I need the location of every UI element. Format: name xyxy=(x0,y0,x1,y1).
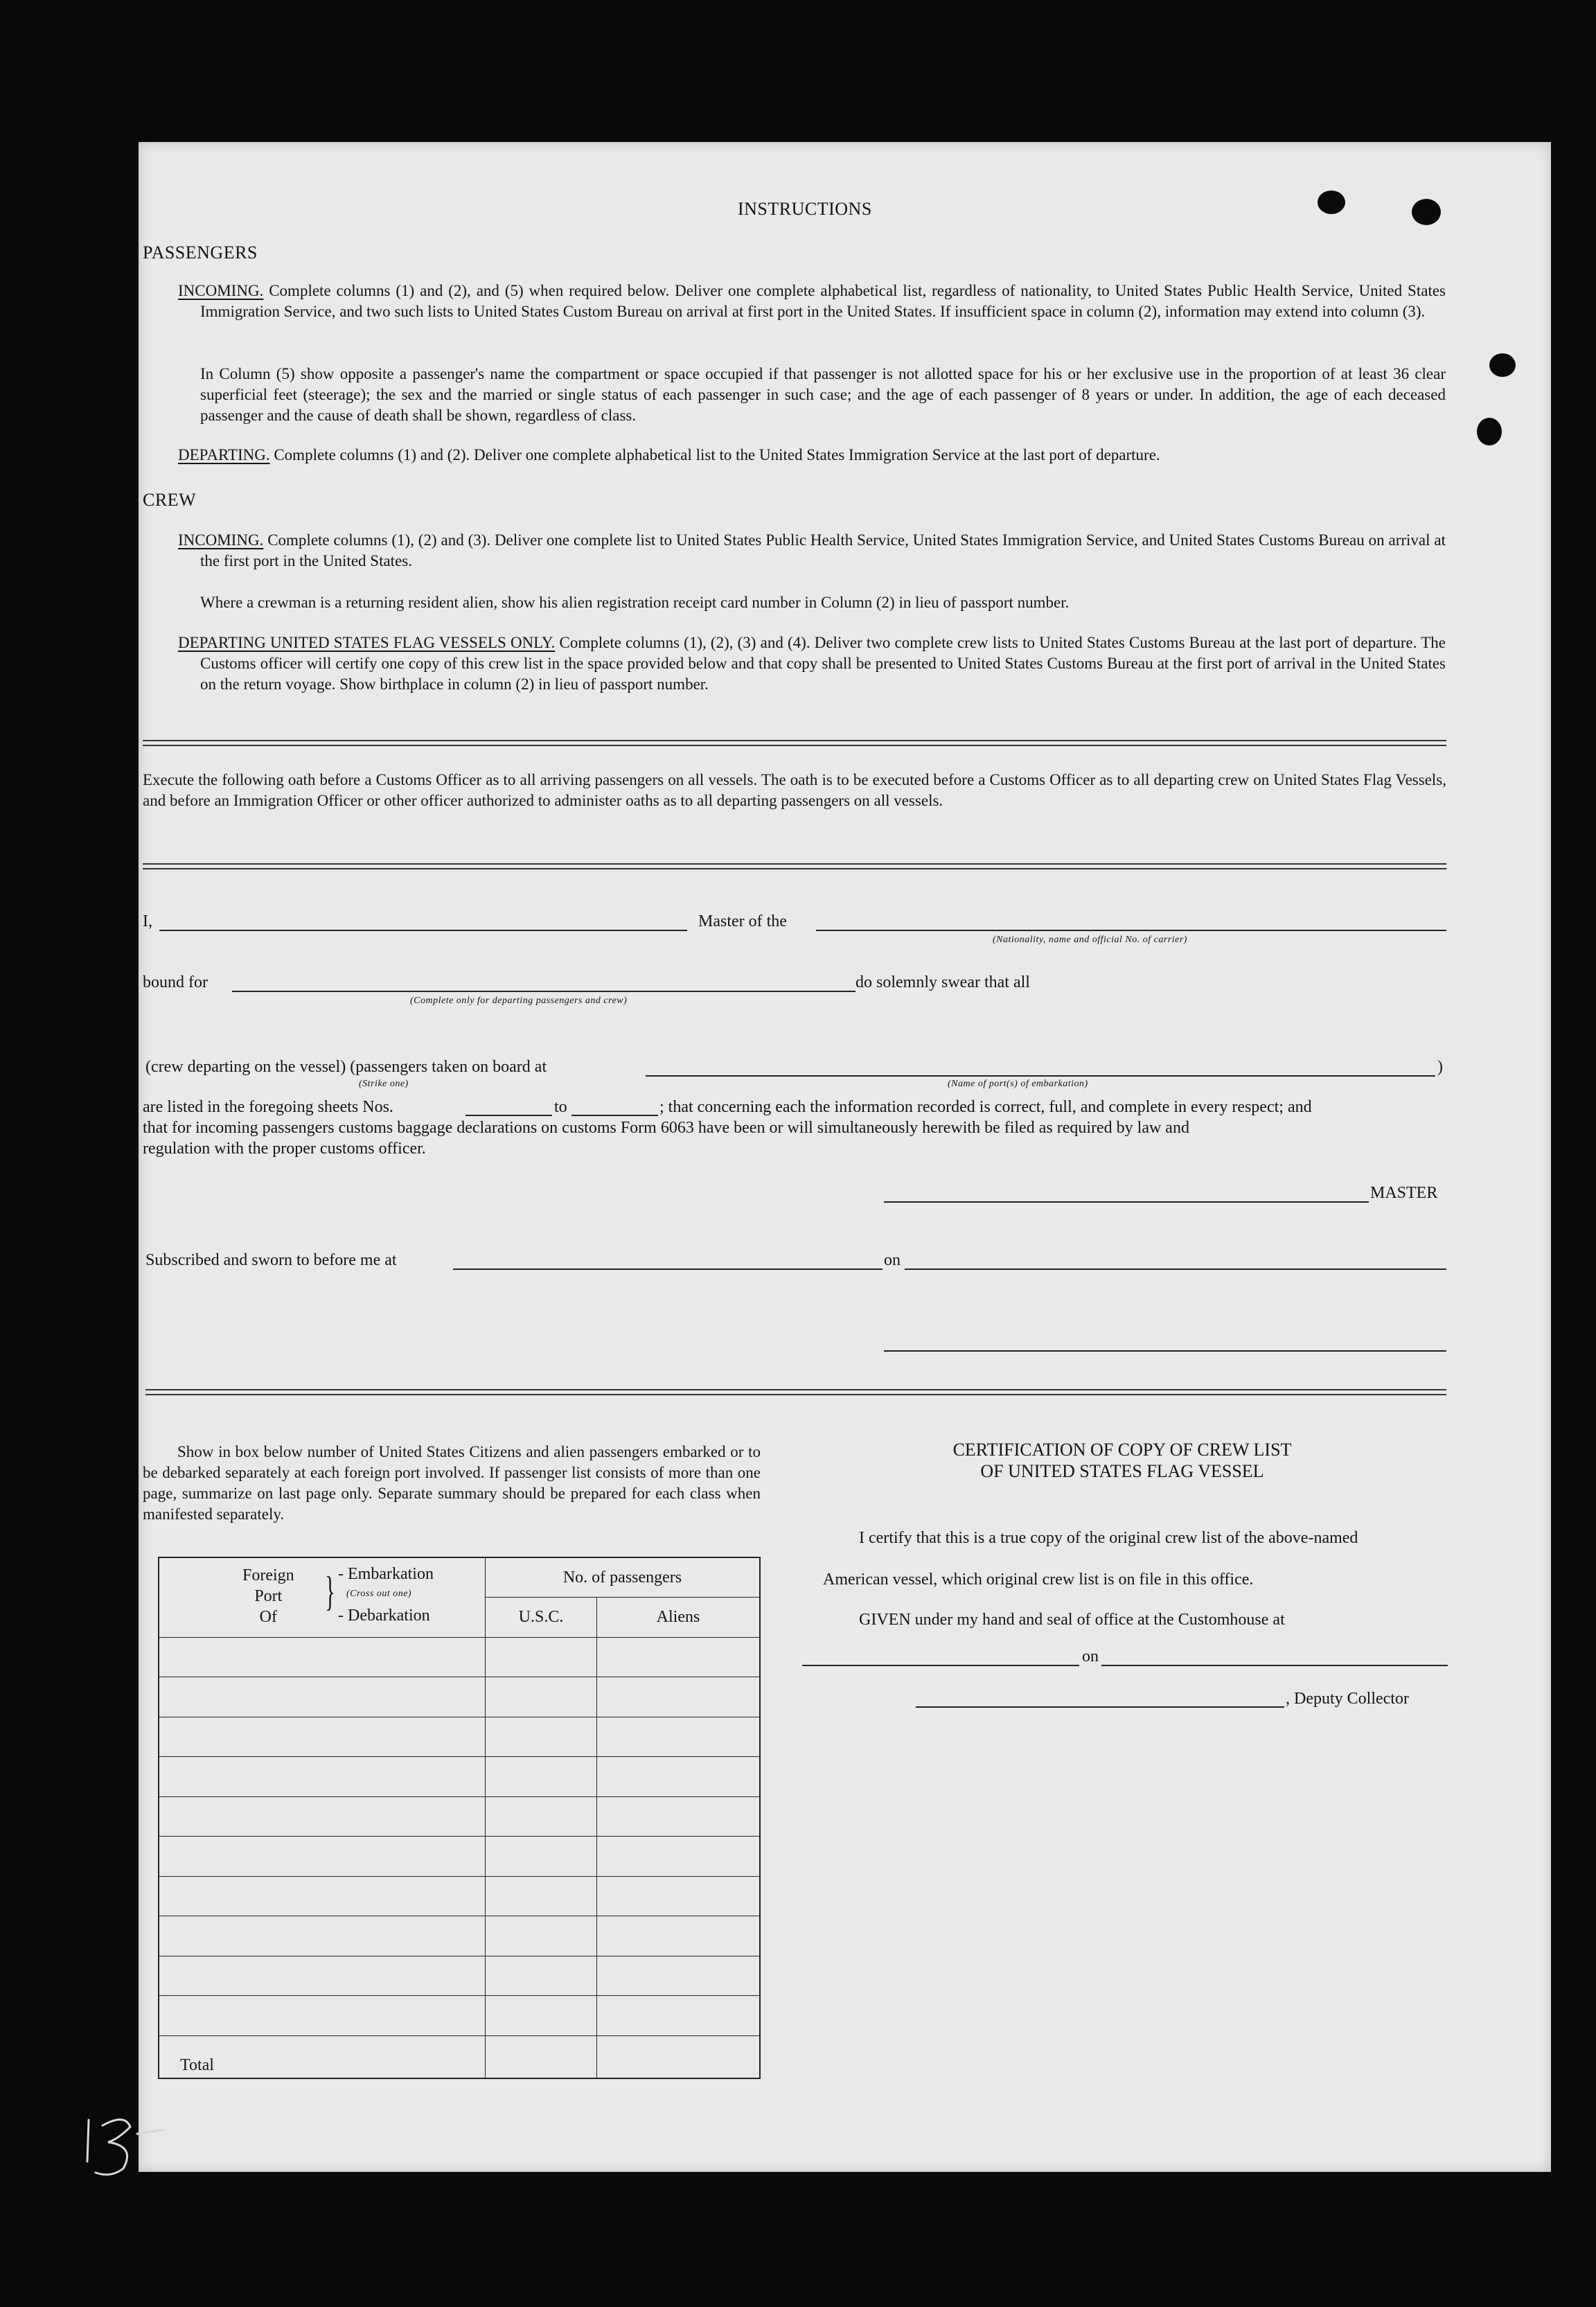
crew-incoming-label: INCOMING. xyxy=(178,531,264,549)
passengers-departing-instruction xyxy=(178,445,1446,466)
table-row xyxy=(159,1916,760,1956)
port-cell[interactable] xyxy=(159,1717,486,1757)
port-cell[interactable] xyxy=(159,1757,486,1797)
crew-incoming-instruction xyxy=(178,530,1446,572)
foreign-port-of-label xyxy=(242,1565,294,1627)
port-caption: (Name of port(s) of embarkation) xyxy=(948,1079,1088,1089)
subscribed-label: Subscribed and sworn to before me at xyxy=(145,1251,397,1269)
usc-total-cell[interactable] xyxy=(486,2035,597,2078)
master-label: MASTER xyxy=(1370,1184,1438,1202)
aliens-cell[interactable] xyxy=(597,1916,761,1956)
strike-one-caption: (Strike one) xyxy=(359,1079,409,1089)
sworn-place-field[interactable] xyxy=(453,1269,883,1270)
embarkation-label: - Embarkation xyxy=(338,1565,434,1583)
aliens-cell[interactable] xyxy=(597,1996,761,2036)
total-row xyxy=(159,2035,760,2078)
departing-label: DEPARTING. xyxy=(178,446,270,463)
resident-alien-instruction: Where a crewman is a returning resident alien, show his alien registration receipt card number in Column (2) in lieu of passport number. xyxy=(200,594,1070,611)
master-signature-field[interactable] xyxy=(884,1201,1369,1203)
punch-hole xyxy=(1318,191,1345,214)
incoming-label: INCOMING. xyxy=(178,282,264,299)
crew-departing-instruction xyxy=(178,633,1446,695)
usc-cell[interactable] xyxy=(486,1876,597,1916)
sworn-date-field[interactable] xyxy=(905,1269,1446,1270)
aliens-cell[interactable] xyxy=(597,1876,761,1916)
aliens-cell[interactable] xyxy=(597,1956,761,1996)
crew-departing-label-oath: (crew departing on the vessel) (passengers taken on board at xyxy=(145,1058,547,1076)
table-row xyxy=(159,1796,760,1837)
close-paren: ) xyxy=(1437,1058,1443,1076)
usc-cell[interactable] xyxy=(486,1677,597,1717)
port-cell[interactable] xyxy=(159,1637,486,1677)
usc-cell[interactable] xyxy=(486,1837,597,1877)
customhouse-field[interactable] xyxy=(802,1665,1079,1666)
oath-i-label: I, xyxy=(143,912,152,930)
aliens-total-cell[interactable] xyxy=(597,2035,761,2078)
debarkation-label: - Debarkation xyxy=(338,1607,430,1625)
aliens-cell[interactable] xyxy=(597,1637,761,1677)
divider xyxy=(145,1389,1446,1395)
port-cell[interactable] xyxy=(159,1876,486,1916)
usc-cell[interactable] xyxy=(486,1916,597,1956)
passenger-summary-table xyxy=(158,1557,761,2079)
port-cell[interactable] xyxy=(159,1996,486,2036)
port-label: Port xyxy=(254,1587,283,1605)
embarkation-port-field[interactable] xyxy=(646,1075,1435,1077)
page-title: INSTRUCTIONS xyxy=(738,199,872,219)
usc-cell[interactable] xyxy=(486,1796,597,1837)
officer-signature-field[interactable] xyxy=(884,1350,1446,1352)
crew-departing-text: Complete columns (1), (2), (3) and (4). Deliver two complete crew lists to United States Customs Bureau at the last port of departure. The Customs officer will certify one copy of this crew list in the space provided below and that copy shall be presented to United States Customs Bureau at the first port of arrival in the United States on the return voyage. Show birthplace in column (2) in lieu of passport number. xyxy=(200,634,1446,693)
table-row xyxy=(159,1956,760,1996)
port-cell[interactable] xyxy=(159,1837,486,1877)
sheet-from-field[interactable] xyxy=(466,1115,552,1116)
bound-for-field[interactable] xyxy=(232,991,855,992)
table-row xyxy=(159,1996,760,2036)
carrier-caption: (Nationality, name and official No. of carrier) xyxy=(993,935,1187,945)
oath-instruction: Execute the following oath before a Customs Officer as to all arriving passengers on all vessels. The oath is to be executed before a Customs Officer as to all departing crew on United States Flag Vessels, and before an Immigration Officer or other officer authorized to administer oaths as to all departing passengers on all vessels. xyxy=(143,771,1446,809)
aliens-cell[interactable] xyxy=(597,1677,761,1717)
crew-heading: CREW xyxy=(143,490,197,510)
regulation-text: regulation with the proper customs officer. xyxy=(143,1140,426,1158)
cert-date-field[interactable] xyxy=(1101,1665,1448,1666)
carrier-field[interactable] xyxy=(816,930,1446,931)
sheets-continued: ; that concerning each the information recorded is correct, full, and complete in every respect; and xyxy=(659,1098,1312,1116)
port-header-cell xyxy=(159,1557,486,1637)
port-cell[interactable] xyxy=(159,1956,486,1996)
no-passengers-header: No. of passengers xyxy=(486,1557,761,1598)
usc-header: U.S.C. xyxy=(486,1598,597,1638)
crew-departing-label: DEPARTING UNITED STATES FLAG VESSELS ONLY. xyxy=(178,634,556,651)
usc-cell[interactable] xyxy=(486,1717,597,1757)
usc-cell[interactable] xyxy=(486,1757,597,1797)
total-label: Total xyxy=(159,2035,486,2078)
certify-text: I certify that this is a true copy of the original crew list of the above-named xyxy=(859,1529,1358,1547)
divider xyxy=(143,863,1446,869)
sheets-label: are listed in the foregoing sheets Nos. xyxy=(143,1098,393,1116)
table-row xyxy=(159,1757,760,1797)
cert-on-label: on xyxy=(1082,1647,1099,1665)
sheets-to-label: to xyxy=(554,1098,567,1116)
port-cell[interactable] xyxy=(159,1796,486,1837)
baggage-declaration-text: that for incoming passengers customs baggage declarations on customs Form 6063 have been or will simultaneously herewith be filed as required by law and xyxy=(143,1119,1189,1137)
table-row xyxy=(159,1637,760,1677)
certification-heading-line1: CERTIFICATION OF COPY OF CREW LIST xyxy=(952,1440,1292,1460)
punch-hole xyxy=(1489,353,1516,377)
punch-hole xyxy=(1477,418,1502,445)
departing-text: Complete columns (1) and (2). Deliver one complete alphabetical list to the United States Immigration Service at the last port of departure. xyxy=(269,446,1160,463)
swear-label: do solemnly swear that all xyxy=(855,973,1030,991)
given-text: GIVEN under my hand and seal of office at the Customhouse at xyxy=(859,1611,1285,1629)
of-label: Of xyxy=(259,1608,277,1626)
passengers-heading: PASSENGERS xyxy=(143,242,258,263)
aliens-cell[interactable] xyxy=(597,1837,761,1877)
passengers-incoming-instruction xyxy=(178,281,1446,322)
certification-heading-line2: OF UNITED STATES FLAG VESSEL xyxy=(980,1461,1264,1481)
cross-out-caption: (Cross out one) xyxy=(346,1589,412,1599)
column5-instruction: In Column (5) show opposite a passenger's name the compartment or space occupied if that passenger is not allotted space for his or her exclusive use in the proportion of at least 36 clear superficial feet (steerage); the sex and the married or single status of each passenger in such case; and the age of each passenger of 8 years or under. In addition, the age of each deceased passenger and the cause of death shall be shown, regardless of class. xyxy=(200,365,1446,424)
crew-incoming-text: Complete columns (1), (2) and (3). Deliver one complete list to United States Public Health Service, United States Immigration Service, and United States Customs Bureau on arrival at the first port in the United States. xyxy=(200,531,1446,569)
table-row xyxy=(159,1876,760,1916)
brace-icon: } xyxy=(325,1568,335,1614)
master-of-label: Master of the xyxy=(698,912,787,930)
foreign-label: Foreign xyxy=(242,1566,294,1584)
handwritten-note xyxy=(75,2106,172,2189)
incoming-text: Complete columns (1) and (2), and (5) when required below. Deliver one complete alphabetical list, regardless of nationality, to United States Public Health Service, United States Immigration Service, and two such lists to United States Custom Bureau on arrival at first port in the United States. If insufficient space in column (2), information may extend into column (3). xyxy=(200,282,1446,320)
usc-cell[interactable] xyxy=(486,1996,597,2036)
summary-instruction: Show in box below number of United States Citizens and alien passengers embarked or to be debarked separately at each foreign port involved. If passenger list consists of more than one page, summarize on last page only. Separate summary should be prepared for each class when manifested separately. xyxy=(143,1443,761,1523)
table-row xyxy=(159,1677,760,1717)
deputy-collector-signature-field[interactable] xyxy=(916,1706,1284,1708)
aliens-cell[interactable] xyxy=(597,1757,761,1797)
punch-hole xyxy=(1412,199,1441,225)
certification-heading xyxy=(859,1439,1385,1482)
bound-caption: (Complete only for departing passengers and crew) xyxy=(410,996,628,1006)
aliens-cell[interactable] xyxy=(597,1717,761,1757)
aliens-header: Aliens xyxy=(597,1598,761,1638)
usc-cell[interactable] xyxy=(486,1956,597,1996)
port-cell[interactable] xyxy=(159,1677,486,1717)
table-row xyxy=(159,1837,760,1877)
american-vessel-text: American vessel, which original crew list is on file in this office. xyxy=(823,1571,1254,1589)
sworn-on-label: on xyxy=(884,1251,901,1269)
table-row xyxy=(159,1717,760,1757)
bound-for-label: bound for xyxy=(143,973,208,991)
deputy-collector-label: , Deputy Collector xyxy=(1286,1690,1409,1708)
port-cell[interactable] xyxy=(159,1916,486,1956)
usc-cell[interactable] xyxy=(486,1637,597,1677)
sheet-to-field[interactable] xyxy=(571,1115,658,1116)
divider xyxy=(143,740,1446,746)
master-name-field[interactable] xyxy=(159,930,687,931)
aliens-cell[interactable] xyxy=(597,1796,761,1837)
form-page xyxy=(139,142,1551,2172)
